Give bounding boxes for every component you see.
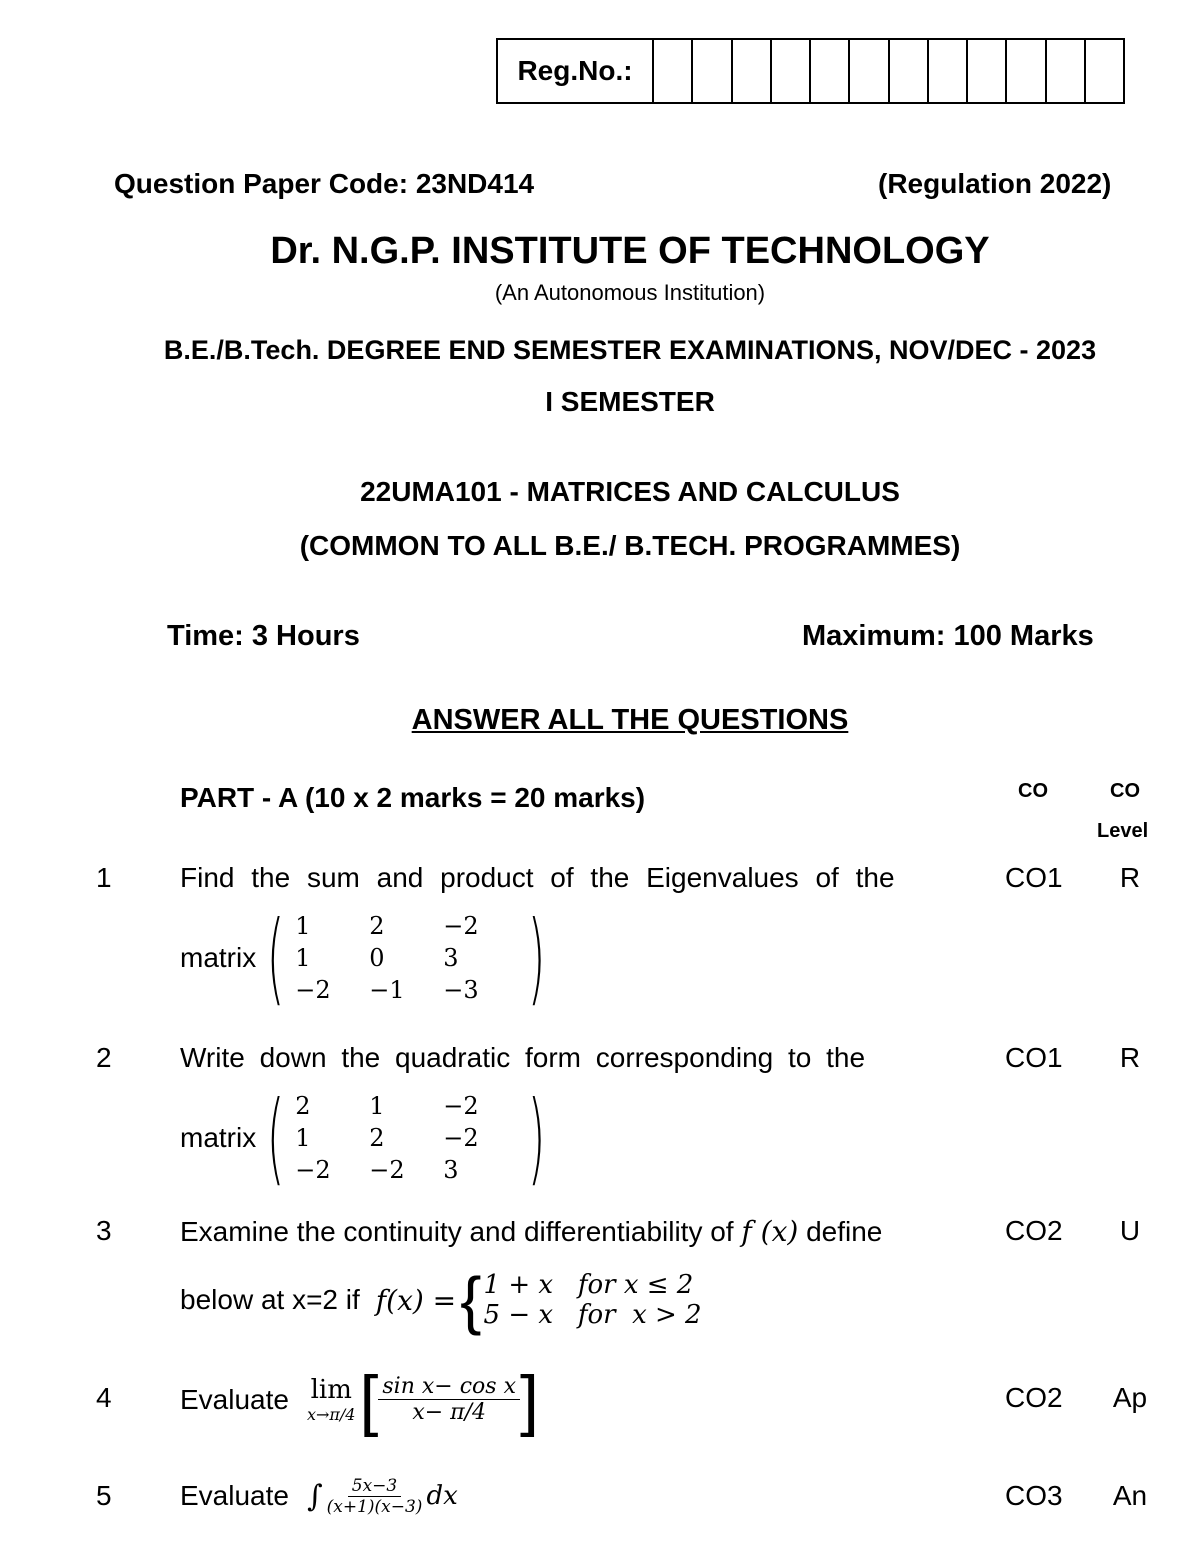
reg-no-cell [1047, 40, 1086, 102]
matrix-cell: −2 [443, 1092, 479, 1120]
left-bracket: [ [359, 1361, 379, 1438]
question-text: Examine the continuity and differentiability of [180, 1216, 734, 1247]
left-paren: ( [266, 899, 285, 1016]
question-text: below at x=2 if [180, 1284, 360, 1315]
piecewise-expression [180, 1264, 702, 1336]
matrix-cell: −2 [295, 1156, 331, 1184]
matrix [256, 1079, 556, 1196]
matrix-grid [295, 912, 517, 1004]
co-level-header-line1: CO [1110, 780, 1140, 802]
co-level-header-line2: Level [1097, 820, 1149, 842]
matrix-cell: 1 [295, 912, 311, 940]
matrix-cell: −2 [443, 912, 479, 940]
matrix-cell: 2 [369, 1124, 385, 1152]
fraction [327, 1476, 423, 1517]
matrix-cell: 0 [369, 944, 385, 972]
matrix-cell: 2 [295, 1092, 311, 1120]
question-text: Evaluate [180, 1480, 289, 1511]
co-column-header: CO [1018, 780, 1048, 802]
reg-no-box [496, 38, 1125, 104]
denominator: x− π/4 [412, 1400, 487, 1425]
question-number: 4 [96, 1382, 112, 1413]
matrix-label: matrix [180, 942, 257, 973]
reg-no-cell [850, 40, 889, 102]
co-level: U [1119, 1215, 1141, 1246]
reg-no-cell [811, 40, 850, 102]
reg-no-label: Reg.No.: [498, 40, 654, 102]
integral-sign: ∫ [306, 1478, 323, 1514]
matrix-expression [180, 1079, 556, 1196]
limit-operator [307, 1375, 356, 1424]
differential: dx [426, 1481, 458, 1511]
question-text: Evaluate [180, 1383, 289, 1415]
piecewise-cases [484, 1270, 702, 1330]
matrix-cell: 3 [443, 1156, 459, 1184]
lim-subscript: x→π/4 [306, 1405, 356, 1424]
question-number: 3 [96, 1215, 112, 1246]
semester: I SEMESTER [545, 386, 715, 417]
function-symbol: f (x) [741, 1215, 799, 1248]
reg-no-cell [890, 40, 929, 102]
co-level: R [1119, 1042, 1141, 1073]
matrix-cell: 1 [295, 1124, 311, 1152]
course-outcome: CO2 [1005, 1382, 1063, 1413]
co-level: Ap [1112, 1382, 1148, 1413]
reg-no-cell [968, 40, 1007, 102]
reg-no-cell [1086, 40, 1123, 102]
matrix-cell: −1 [369, 976, 405, 1004]
matrix-cell: 1 [295, 944, 311, 972]
matrix-cell: 2 [369, 912, 385, 940]
institute-name: Dr. N.G.P. INSTITUTE OF TECHNOLOGY [270, 230, 990, 272]
programmes-note: (COMMON TO ALL B.E./ B.TECH. PROGRAMMES) [299, 530, 961, 561]
reg-no-cell [733, 40, 772, 102]
question-text: define [806, 1216, 883, 1247]
course-outcome: CO1 [1005, 862, 1063, 893]
question-text: Find the sum and product of the Eigenvalues of the [180, 862, 895, 893]
exam-title: B.E./B.Tech. DEGREE END SEMESTER EXAMINATIONS, NOV/DEC - 2023 [163, 335, 1097, 365]
reg-no-cell [1007, 40, 1046, 102]
co-level: An [1112, 1480, 1148, 1511]
question-text: Write down the quadratic form corresponding to the [180, 1042, 866, 1073]
reg-no-cell [654, 40, 693, 102]
right-paren: ) [527, 1079, 546, 1196]
case-2: 5 − x for x > 2 [483, 1300, 702, 1330]
paper-code: Question Paper Code: 23ND414 [114, 168, 535, 199]
exam-time: Time: 3 Hours [167, 620, 360, 652]
matrix-cell: −3 [443, 976, 479, 1004]
matrix [256, 899, 556, 1016]
fraction [378, 1374, 520, 1425]
brace: { [460, 1264, 482, 1336]
reg-no-cell [772, 40, 811, 102]
numerator: 5x−3 [348, 1476, 401, 1497]
matrix-expression [180, 899, 556, 1016]
instruction: ANSWER ALL THE QUESTIONS [411, 704, 849, 736]
course-outcome: CO3 [1005, 1480, 1063, 1511]
matrix-cell: −2 [295, 976, 331, 1004]
limit-expression [180, 1362, 539, 1437]
reg-no-cell [929, 40, 968, 102]
max-marks: Maximum: 100 Marks [802, 620, 1094, 652]
lim-text: lim [310, 1375, 352, 1405]
denominator: (x+1)(x−3) [326, 1496, 423, 1517]
case-1: 1 + x for x ≤ 2 [483, 1270, 694, 1300]
question-number: 5 [96, 1480, 112, 1511]
matrix-grid [295, 1092, 517, 1184]
regulation: (Regulation 2022) [878, 168, 1112, 199]
left-paren: ( [266, 1079, 285, 1196]
question-number: 2 [96, 1042, 112, 1073]
question-number: 1 [96, 862, 112, 893]
function-symbol: f(x) = [375, 1283, 457, 1317]
question-text-line1 [180, 1215, 1000, 1248]
course-outcome: CO1 [1005, 1042, 1063, 1073]
numerator: sin x− cos x [378, 1374, 520, 1400]
institute-subtitle: (An Autonomous Institution) [494, 280, 766, 305]
matrix-cell: 3 [443, 944, 459, 972]
matrix-cell: −2 [369, 1156, 405, 1184]
right-bracket: ] [519, 1361, 539, 1438]
integral-expression [180, 1466, 458, 1526]
part-a-title: PART - A (10 x 2 marks = 20 marks) [180, 782, 646, 813]
matrix-label: matrix [180, 1122, 257, 1153]
matrix-cell: −2 [443, 1124, 479, 1152]
co-level: R [1119, 862, 1141, 893]
course-outcome: CO2 [1005, 1215, 1063, 1246]
matrix-cell: 1 [369, 1092, 385, 1120]
reg-no-cell [693, 40, 732, 102]
course-title: 22UMA101 - MATRICES AND CALCULUS [360, 476, 900, 507]
right-paren: ) [527, 899, 546, 1016]
